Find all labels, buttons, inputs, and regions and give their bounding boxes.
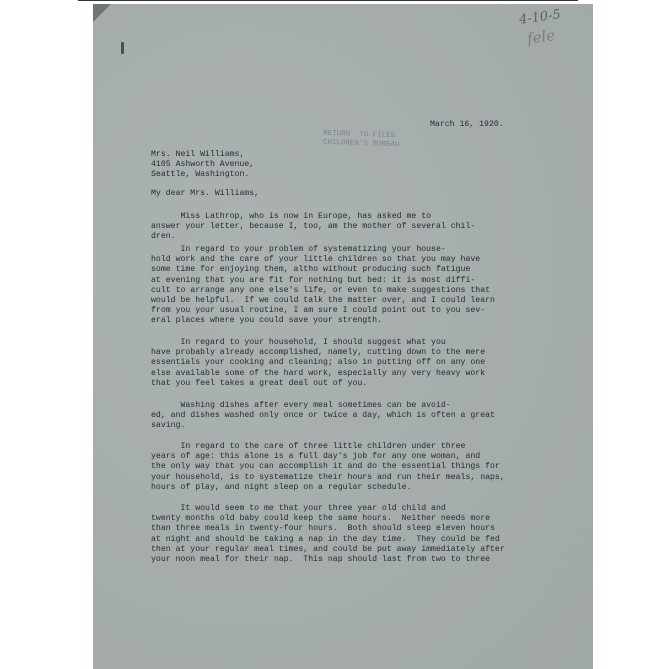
stamp-line-1: RETURN TO FILES — [323, 129, 396, 141]
paragraph-line: that you feel takes a great deal out of you. — [151, 378, 368, 388]
paragraph — [151, 338, 485, 389]
paragraph-line: at evening that you are fit for nothing but bed: it is most diffi- — [151, 275, 476, 285]
paragraph — [151, 245, 495, 327]
paragraph-line: than three meals in twenty-four hours. Both should sleep eleven hours — [151, 524, 495, 534]
paragraph-line: then at your regular meal times, and could be put away immediately after — [151, 544, 505, 554]
paragraph-line: Miss Lathrop, who is now in Europe, has asked me to — [151, 212, 432, 221]
letter-page — [93, 4, 593, 669]
paragraph-line: essentials your cooking and cleaning; also in putting off on any one — [151, 358, 486, 368]
stamp-line-2: CHILDREN'S BUREAU — [322, 138, 400, 150]
paragraph-line: would be helpful. If we could talk the matter over, and I could learn — [151, 296, 495, 306]
paragraph-line: cult to arrange any one else's life, or even to make suggestions that — [151, 285, 491, 295]
handwritten-initials: fele — [525, 26, 557, 48]
salutation: My dear Mrs. Williams, — [151, 189, 260, 198]
paragraph-line: your household, is to systematize their hours and run their meals, naps, — [151, 472, 505, 482]
paragraph-line: hours of play, and night sleep on a regular schedule. — [151, 482, 412, 492]
recipient-street: 4105 Ashworth Avenue, — [151, 160, 255, 170]
paragraph-line: Washing dishes after every meal sometimes can be avoid- — [151, 401, 451, 410]
paragraph-line: In regard to your problem of systematizing your house- — [151, 245, 446, 254]
paragraph-line: saving. — [151, 421, 186, 431]
recipient-city: Seattle, Washington. — [151, 170, 250, 180]
paragraph — [151, 401, 495, 432]
paragraph-line: ed, and dishes washed only once or twice a day, which is often a great — [151, 411, 495, 421]
paragraph-line: dren. — [151, 232, 176, 242]
paragraph-line: hold work and the care of your little children so that you may have — [151, 255, 481, 265]
recipient-address — [151, 150, 254, 181]
paragraph — [151, 504, 505, 565]
paragraph — [151, 212, 475, 243]
paragraph-line: twenty months old baby could keep the same hours. Neither needs more — [151, 514, 491, 524]
paragraph-line: In regard to the care of three little children under three — [151, 442, 466, 451]
paragraph-line: answer your letter, because I, too, am the mother of several chil- — [151, 222, 476, 232]
letter-date: March 16, 1920. — [430, 120, 504, 129]
paragraph-line: some time for enjoying them, altho without producing such fatigue — [151, 265, 471, 275]
paragraph-line: years of age: this alone is a full day's job for any one woman, and — [151, 452, 481, 462]
pin-hole-mark — [121, 42, 124, 54]
file-stamp — [323, 130, 400, 151]
paragraph-line: your noon meal for their nap. This nap should last from two to three — [151, 555, 491, 565]
paragraph-line: In regard to your household, I should suggest what you — [151, 338, 446, 347]
paragraph-line: at night and should be taking a nap in the day time. They could be fed — [151, 534, 500, 544]
paragraph — [151, 442, 505, 493]
paragraph-line: the only way that you can accomplish it and do the essential things for — [151, 462, 500, 472]
paragraph-line: eral places where you could save your strength. — [151, 316, 382, 326]
recipient-name: Mrs. Neil Williams, — [151, 150, 245, 159]
paragraph-line: else available some of the hard work, especially any very heavy work — [151, 368, 486, 378]
folded-corner — [93, 4, 111, 22]
paragraph-line: It would seem to me that your three year old child and — [151, 504, 446, 513]
scan-edge-line — [78, 0, 578, 1]
paragraph-line: from you your usual routine, I am sure I could point out to you sev- — [151, 306, 486, 316]
paragraph-line: have probably already accomplished, namely, cutting down to the mere — [151, 348, 486, 358]
handwritten-file-number: 4-10-5 — [518, 7, 562, 28]
